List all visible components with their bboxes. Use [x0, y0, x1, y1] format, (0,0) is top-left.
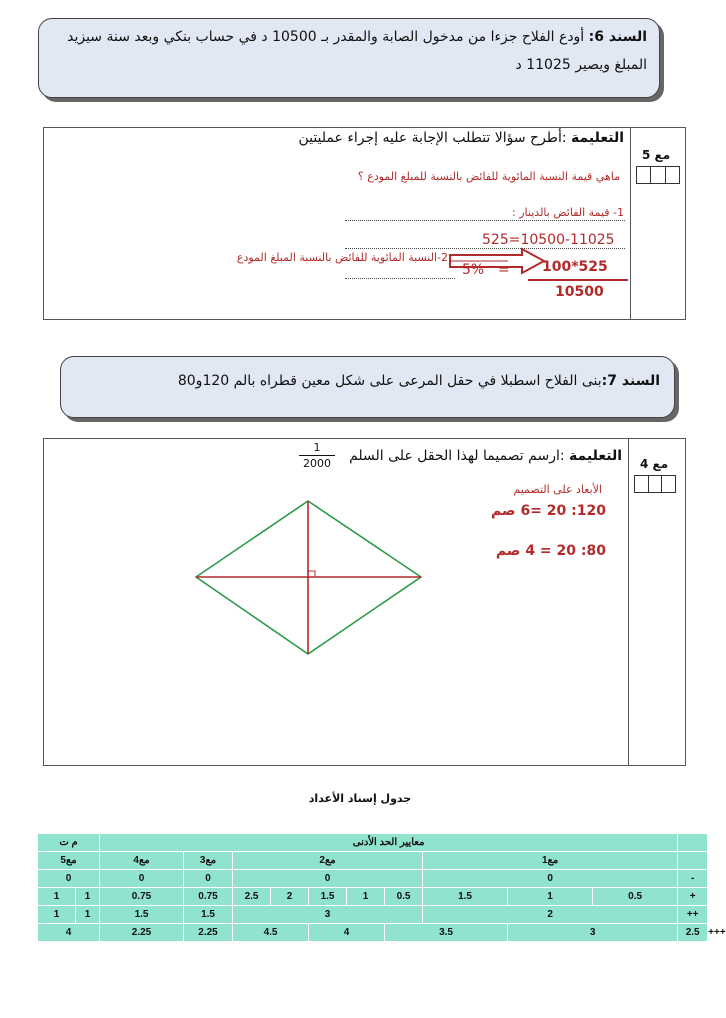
task-1-denominator: 10500	[555, 284, 604, 300]
header-criteria: معايير الحد الأدنى	[100, 834, 678, 852]
task-2-score-label: مع 4	[640, 457, 669, 471]
task-1-question: ماهي قيمة النسبة المائوية للفائض بالنسبة للمبلغ المودع ؟	[357, 170, 620, 183]
fraction-bar	[528, 279, 628, 281]
table-row-plus: 1 1 0.75 0.75 2.5 2 1.5 1 0.5 1.5 1 0.5 +	[38, 888, 708, 906]
task-1-step1: 1- قيمة الفائض بالدينار :	[512, 206, 624, 219]
rhombus-drawing	[190, 495, 430, 660]
task-2-dim1: 120: 20 =6 صم	[491, 503, 606, 519]
task-1-step2: 2-النسبة المائوية للفائض بالنسبة المبلغ المودع	[236, 251, 448, 264]
table-row-minus: 0 0 0 0 0 -	[38, 870, 708, 888]
task-1-numerator: 100*525	[542, 259, 608, 275]
table-row-plus-plus: 1 1 1.5 1.5 3 2 ++	[38, 906, 708, 924]
criterion-2: مع2	[233, 852, 423, 870]
criterion-3: مع3	[184, 852, 233, 870]
task-1-header-text: :أطرح سؤالا تتطلب الإجابة عليه إجراء عمليتين	[298, 130, 572, 146]
header-mt: م ت	[38, 834, 100, 852]
table-criteria-row	[38, 852, 708, 870]
table-row-plus-plus-plus: 4 2.25 2.25 4.5 4 3.5 3 2.5 +++	[38, 924, 708, 942]
task-1-score-label: مع 5	[642, 148, 671, 162]
task-1-header-label: التعليمة	[571, 130, 624, 146]
task-1-header	[298, 130, 624, 146]
sanad-6-box	[38, 18, 660, 98]
equals-sign: =	[498, 262, 510, 278]
task-2-header-text: :ارسم تصميما لهذا الحقل على السلم	[349, 448, 570, 464]
task-2-header-label: التعليمة	[569, 448, 622, 464]
sanad-6-label: السند 6:	[588, 29, 647, 45]
sanad-6-text: أودع الفلاح جزءا من مدخول الصابة والمقدر بـ 10500 د في حساب بنكي وبعد سنة سيزيد المبلغ ويصير 11025 د	[67, 29, 647, 73]
scale-numerator: 1	[313, 441, 321, 454]
criterion-4: مع4	[100, 852, 184, 870]
task-2-dim2: 80: 20 = 4 صم	[495, 543, 606, 559]
task-1-step1-calc: 525=10500-11025	[482, 232, 615, 248]
sanad-7-label: السند 7:	[601, 373, 660, 389]
task-1-score-grid	[636, 166, 680, 184]
scale-fraction	[297, 441, 337, 470]
task-1-step2-result: 5%	[462, 262, 485, 278]
criterion-5: مع5	[38, 852, 100, 870]
sanad-7-text: بنى الفلاح اسطبلا في حقل المرعى على شكل معين قطراه بالم 120و80	[177, 373, 602, 389]
grading-table	[37, 833, 726, 942]
criterion-1: مع1	[423, 852, 678, 870]
task-2-header	[349, 448, 622, 464]
table-header-row	[38, 834, 708, 852]
task-2-score-grid	[634, 475, 676, 493]
task-2-dims-title: الأبعاد على التصميم	[513, 483, 602, 496]
scale-denominator: 2000	[303, 457, 331, 470]
sanad-7-box	[60, 356, 675, 418]
table-title: جدول إسناد الأعداد	[308, 792, 412, 805]
